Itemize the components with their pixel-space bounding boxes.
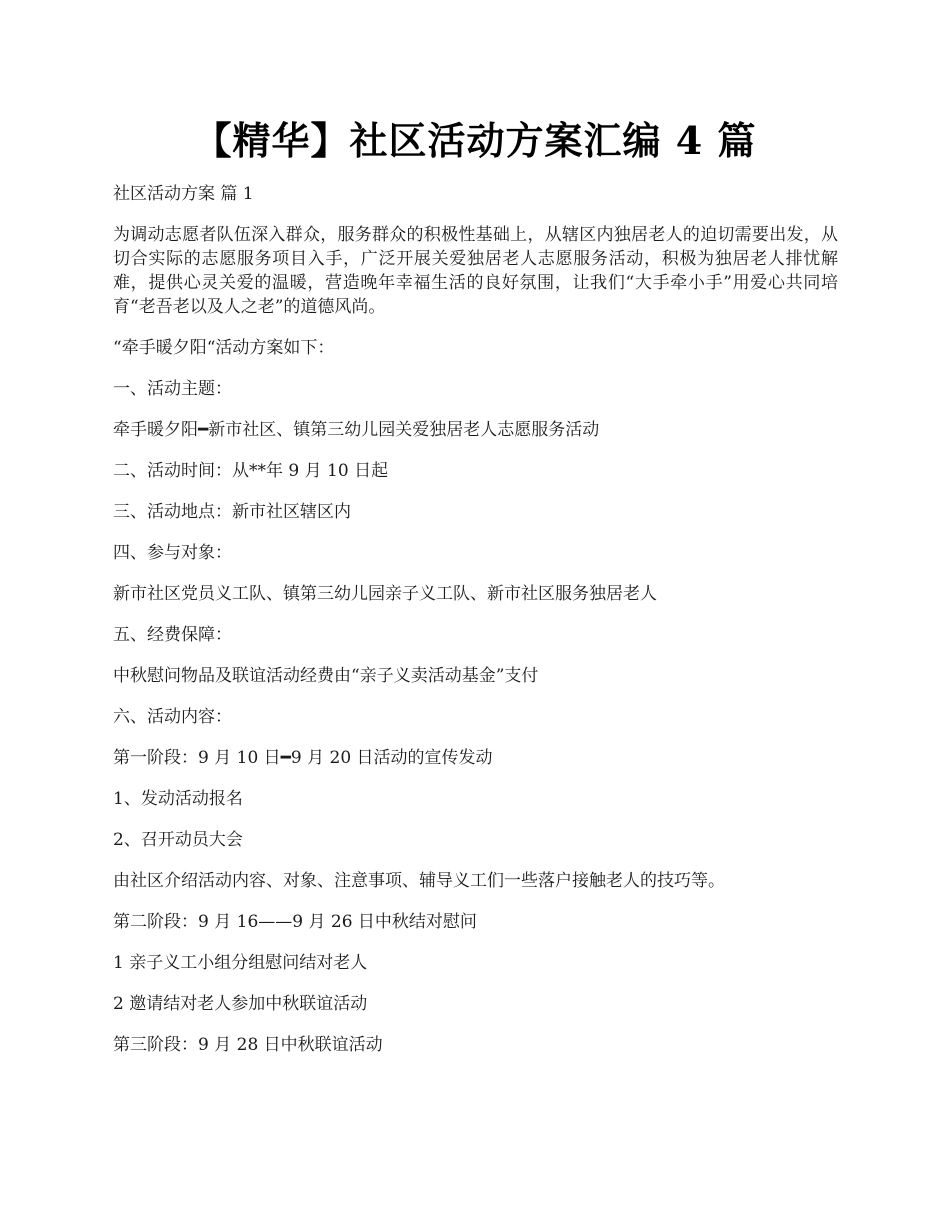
paragraph-stage-1-item-2: 2、召开动员大会 bbox=[113, 830, 243, 850]
paragraph-plan-lead: “牵手暖夕阳“活动方案如下： bbox=[113, 338, 335, 358]
paragraph-stage-2-item-2: 2 邀请结对老人参加中秋联谊活动 bbox=[113, 994, 368, 1014]
paragraph-stage-3: 第三阶段：9 月 28 日中秋联谊活动 bbox=[113, 1035, 383, 1055]
paragraph-stage-1-item-1: 1、发动活动报名 bbox=[113, 789, 243, 809]
paragraph-funding: 中秋慰问物品及联谊活动经费由“亲子义卖活动基金”支付 bbox=[113, 666, 539, 686]
paragraph-funding-heading: 五、经费保障： bbox=[113, 625, 232, 645]
paragraph-stage-2-item-1: 1 亲子义工小组分组慰问结对老人 bbox=[113, 953, 368, 973]
paragraph-theme: 牵手暖夕阳━新市社区、镇第三幼儿园关爱独居老人志愿服务活动 bbox=[113, 420, 600, 440]
paragraph-intro: 为调动志愿者队伍深入群众，服务群众的积极性基础上，从辖区内独居老人的迫切需要出发，从切合实际的志愿服务项目入手，广泛开展关爱独居老人志愿服务活动，积极为独居老人排忧解难，提供心灵关爱的温暖，营造晚年幸福生活的良好氛围，让我们“大手牵小手”用爱心共同培育“老吾老以及人之老”的道德风尚。 bbox=[113, 225, 838, 317]
paragraph-participants-heading: 四、参与对象： bbox=[113, 543, 232, 563]
paragraph-stage-1: 第一阶段：9 月 10 日━9 月 20 日活动的宣传发动 bbox=[113, 748, 493, 768]
document-body bbox=[113, 182, 838, 1057]
paragraph-theme-heading: 一、活动主题： bbox=[113, 379, 232, 399]
paragraph-stage-2: 第二阶段：9 月 16——9 月 26 日中秋结对慰问 bbox=[113, 912, 477, 932]
paragraph-section-heading: 社区活动方案 篇 1 bbox=[113, 184, 254, 204]
document-title: 【精华】社区活动方案汇编 4 篇 bbox=[193, 118, 757, 163]
paragraph-time: 二、活动时间：从**年 9 月 10 日起 bbox=[113, 461, 389, 481]
paragraph-participants: 新市社区党员义工队、镇第三幼儿园亲子义工队、新市社区服务独居老人 bbox=[113, 584, 657, 604]
paragraph-stage-1-detail: 由社区介绍活动内容、对象、注意事项、辅导义工们一些落户接触老人的技巧等。 bbox=[113, 871, 725, 891]
paragraph-location: 三、活动地点：新市社区辖区内 bbox=[113, 502, 351, 522]
paragraph-content-heading: 六、活动内容： bbox=[113, 707, 232, 727]
